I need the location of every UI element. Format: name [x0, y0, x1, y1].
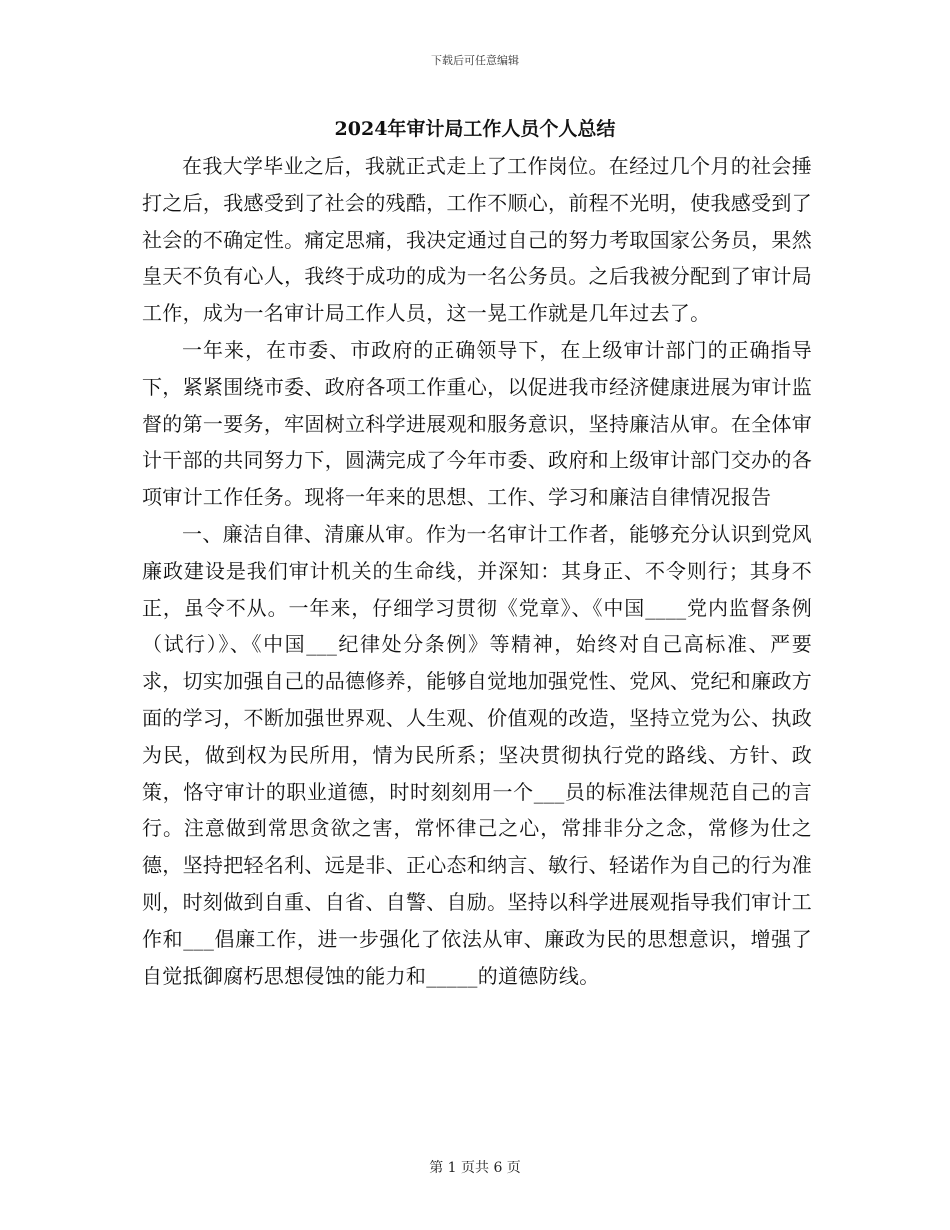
document-title: 2024年审计局工作人员个人总结	[334, 118, 616, 140]
paragraph-overview: 一年来，在市委、市政府的正确领导下，在上级审计部门的正确指导下，紧紧围绕市委、政府各项工作重心，以促进我市经济健康进展为审计监督的第一要务，牢固树立科学进展观和服务意识，坚持廉洁从审。在全体审计干部的共同努力下，圆满完成了今年市委、政府和上级审计部门交办的各项审计工作任务。现将一年来的思想、工作、学习和廉洁自律情况报告	[142, 337, 812, 510]
paragraph-section-one: 一、廉洁自律、清廉从审。作为一名审计工作者，能够充分认识到党风廉政建设是我们审计机关的生命线，并深知：其身正、不令则行；其身不正，虽令不从。一年来，仔细学习贯彻《党章》、《中国____党内监督条例（试行）》、《中国___纪律处分条例》等精神，始终对自己高标准、严要求，切实加强自己的品德修养，能够自觉地加强党性、党风、党纪和廉政方面的学习，不断加强世界观、人生观、价值观的改造，坚持立党为公、执政为民，做到权为民所用，情为民所系；坚决贯彻执行党的路线、方针、政策，恪守审计的职业道德，时时刻刻用一个___员的标准法律规范自己的言行。注意做到常思贪欲之害，常怀律己之心，常排非分之念，常修为仕之德，坚持把轻名利、远是非、正心态和纳言、敏行、轻诺作为自己的行为准则，时刻做到自重、自省、自警、自励。坚持以科学进展观指导我们审计工作和___倡廉工作，进一步强化了依法从审、廉政为民的思想意识，增强了自觉抵御腐朽思想侵蚀的能力和_____的道德防线。	[142, 521, 812, 988]
page-footer: 第 1 页共 6 页	[429, 1160, 521, 1176]
document-body	[142, 148, 812, 994]
header-note: 下载后可任意编辑	[431, 54, 519, 67]
paragraph-intro: 在我大学毕业之后，我就正式走上了工作岗位。在经过几个月的社会捶打之后，我感受到了社会的残酷，工作不顺心，前程不光明，使我感受到了社会的不确定性。痛定思痛，我决定通过自己的努力考取国家公务员，果然皇天不负有心人，我终于成功的成为一名公务员。之后我被分配到了审计局工作，成为一名审计局工作人员，这一晃工作就是几年过去了。	[142, 154, 812, 326]
